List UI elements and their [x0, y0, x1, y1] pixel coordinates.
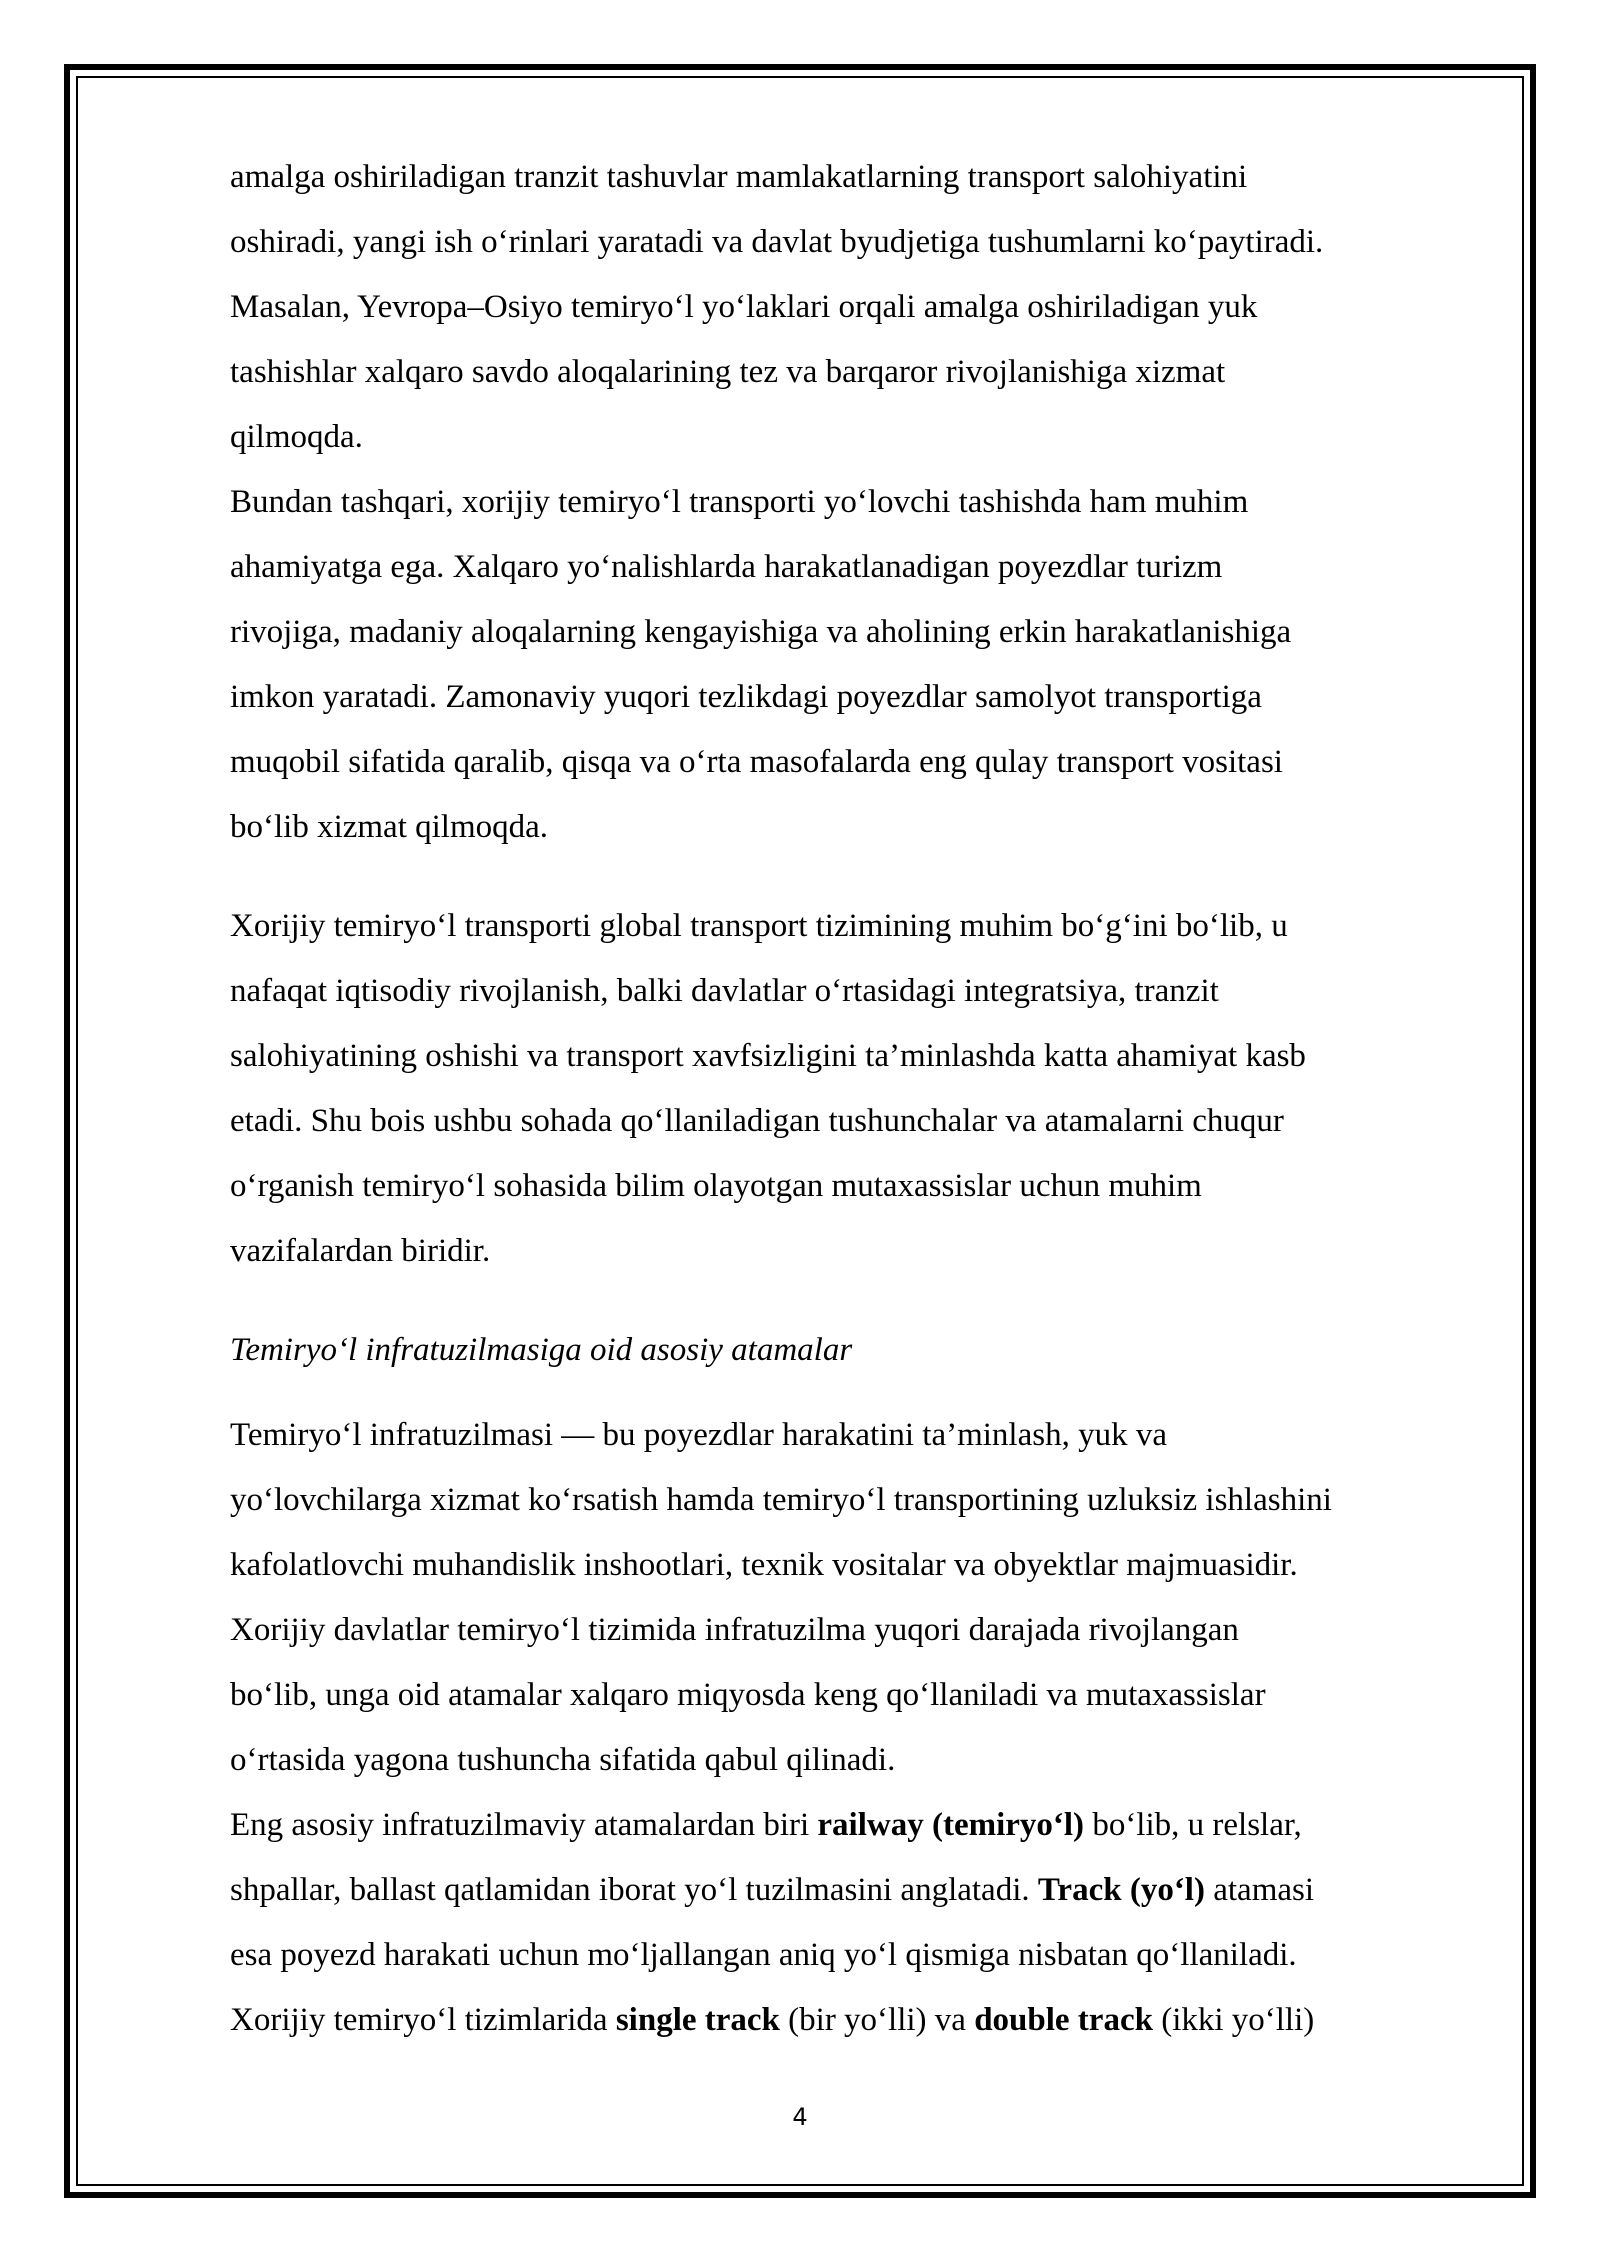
text-line: amalga oshiriladigan tranzit tashuvlar mamlakatlarning transport salohiyatini: [230, 159, 1248, 195]
text-segment: Xorijiy temiryo‘l tizimlarida: [230, 2002, 616, 2038]
text-line: o‘rganish temiryo‘l sohasida bilim olayotgan mutaxassislar uchun muhim: [230, 1168, 1202, 1204]
term-single-track: single track: [615, 2002, 780, 2038]
text-line: vazifalardan biridir.: [230, 1233, 491, 1269]
section-heading: Temiryo‘l infratuzilmasiga oid asosiy atamalar: [230, 1332, 853, 1368]
text-segment: atamasi: [1204, 1872, 1315, 1908]
text-line: tashishlar xalqaro savdo aloqalarining tez va barqaror rivojlanishiga xizmat: [230, 354, 1226, 390]
text-line: salohiyatining oshishi va transport xavfsizligini ta’minlashda katta ahamiyat kasb: [230, 1038, 1306, 1074]
text-line: rivojiga, madaniy aloqalarning kengayishiga va aholining erkin harakatlanishiga: [230, 614, 1292, 650]
text-segment: Eng asosiy infratuzilmaviy atamalardan biri: [230, 1807, 818, 1843]
text-line: kafolatlovchi muhandislik inshootlari, texnik vositalar va obyektlar majmuasidir.: [230, 1547, 1298, 1583]
text-segment: (bir yo‘lli) va: [779, 2002, 975, 2038]
term-track: Track (yo‘l): [1037, 1872, 1205, 1908]
text-line: esa poyezd harakati uchun mo‘ljallangan aniq yo‘l qismiga nisbatan qo‘llaniladi.: [230, 1937, 1297, 1973]
text-line: Temiryo‘l infratuzilmasi — bu poyezdlar harakatini ta’minlash, yuk va: [230, 1417, 1167, 1453]
text-line: qilmoqda.: [230, 419, 363, 455]
text-line: Xorijiy temiryo‘l transporti global transport tizimining muhim bo‘g‘ini bo‘lib, u: [230, 908, 1288, 944]
paragraph-1: [230, 145, 1500, 470]
page-content: [230, 145, 1500, 2053]
text-line: bo‘lib, unga oid atamalar xalqaro miqyosda keng qo‘llaniladi va mutaxassislar: [230, 1677, 1266, 1713]
text-line: Xorijiy davlatlar temiryo‘l tizimida infratuzilma yuqori darajada rivojlangan: [230, 1612, 1239, 1648]
text-line: bo‘lib xizmat qilmoqda.: [230, 809, 549, 845]
text-line: imkon yaratadi. Zamonaviy yuqori tezlikdagi poyezdlar samolyot transportiga: [230, 679, 1262, 715]
text-line: Masalan, Yevropa–Osiyo temiryo‘l yo‘laklari orqali amalga oshiriladigan yuk: [230, 289, 1258, 325]
text-line: Bundan tashqari, xorijiy temiryo‘l transporti yo‘lovchi tashishda ham muhim: [230, 484, 1249, 520]
paragraph-5: [230, 1793, 1500, 2053]
paragraph-3: [230, 894, 1500, 1284]
text-line: yo‘lovchilarga xizmat ko‘rsatish hamda temiryo‘l transportining uzluksiz ishlashini: [230, 1482, 1332, 1518]
text-segment: bo‘lib, u relslar,: [1084, 1807, 1302, 1843]
term-railway: railway (temiryo‘l): [817, 1807, 1085, 1843]
text-line: muqobil sifatida qaralib, qisqa va o‘rta masofalarda eng qulay transport vositasi: [230, 744, 1283, 780]
paragraph-4: [230, 1403, 1500, 1793]
text-segment: (ikki yo‘lli): [1152, 2002, 1315, 2038]
paragraph-2: [230, 470, 1500, 860]
page-number: 4: [792, 2103, 808, 2131]
text-line: oshiradi, yangi ish o‘rinlari yaratadi va davlat byudjetiga tushumlarni ko‘paytiradi.: [230, 224, 1324, 260]
text-line: etadi. Shu bois ushbu sohada qo‘llaniladigan tushunchalar va atamalarni chuqur: [230, 1103, 1284, 1139]
text-line: o‘rtasida yagona tushuncha sifatida qabul qilinadi.: [230, 1742, 896, 1778]
text-line: ahamiyatga ega. Xalqaro yo‘nalishlarda harakatlanadigan poyezdlar turizm: [230, 549, 1223, 585]
term-double-track: double track: [974, 2002, 1153, 2038]
text-segment: shpallar, ballast qatlamidan iborat yo‘l tuzilmasini anglatadi.: [230, 1872, 1038, 1908]
text-line: nafaqat iqtisodiy rivojlanish, balki davlatlar o‘rtasidagi integratsiya, tranzit: [230, 973, 1219, 1009]
